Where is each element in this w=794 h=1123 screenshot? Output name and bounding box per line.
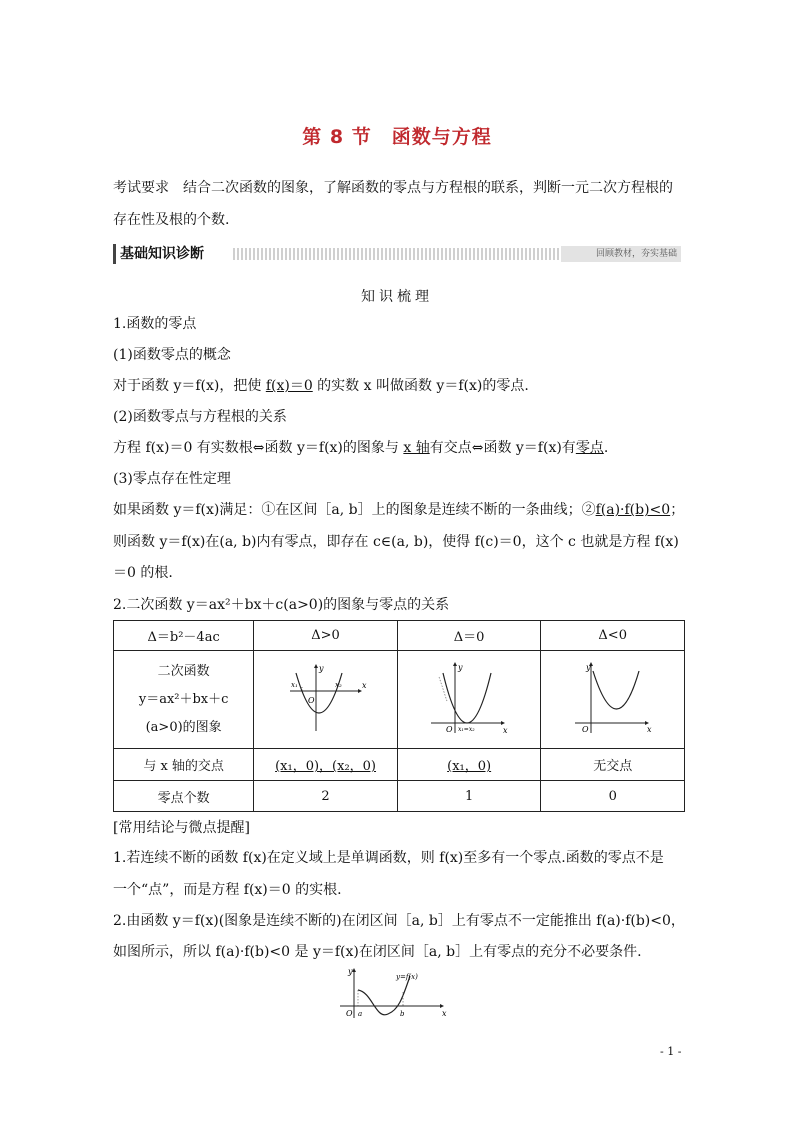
s1-sub3: (3)零点存在性定理: [113, 471, 231, 487]
intersection-cell: [254, 749, 398, 781]
root-x2-label: x₂: [334, 680, 342, 689]
table-count-row: [114, 781, 685, 812]
zero-example-figure: [336, 966, 448, 1020]
section-banner: [113, 244, 681, 264]
rel-text-a: 方程 f(x)＝0 有实数根⇔函数 y＝f(x)的图象与: [113, 440, 404, 456]
header-cell: Δ<0: [541, 621, 685, 651]
table-intersection-row: [114, 749, 685, 781]
table-graph-row: [114, 651, 685, 749]
parabola-no-root-graph: [573, 661, 653, 735]
tip-1-line-2: 一个“点”，而是方程 f(x)＝0 的实根.: [113, 882, 342, 898]
intersection-cell: 无交点: [541, 749, 685, 781]
count-cell: 0: [541, 781, 685, 812]
y-axis-label: y: [458, 662, 463, 672]
banner-title: 基础知识诊断: [113, 244, 238, 264]
intersection-value: (x₁，0): [447, 759, 492, 774]
banner-stripe: [233, 248, 563, 260]
banner-subtitle: 回顾教材，夯实基础: [561, 246, 681, 262]
graph-label-line-3: (a>0)的图象: [145, 719, 222, 735]
root-x1-label: x₁: [290, 680, 298, 689]
s2-heading: 2.二次函数 y＝ax²＋bx＋c(a>0)的图象与零点的关系: [113, 597, 450, 613]
origin-label: O: [581, 724, 589, 734]
tip-2-line-1: 2.由函数 y＝f(x)(图象是连续不断的)在闭区间［a, b］上有零点不一定能推出 f(a)·f(b)<0，: [113, 913, 685, 929]
y-axis-label: y: [318, 663, 324, 673]
quadratic-table: [113, 620, 685, 812]
header-cell: Δ＝b²－4ac: [114, 621, 254, 651]
origin-label: O: [446, 724, 453, 734]
thm-underlined: f(a)·f(b)<0: [595, 502, 671, 518]
intersection-cell: [397, 749, 541, 781]
point-a-label: a: [358, 1010, 363, 1018]
tips-heading: [常用结论与微点提醒]: [113, 820, 250, 836]
origin-label: O: [346, 1009, 353, 1018]
exam-requirement-line-1: 考试要求 结合二次函数的图象，了解函数的零点与方程根的联系，判断一元二次方程根的: [113, 180, 673, 196]
tip-1-line-1: 1.若连续不断的函数 f(x)在定义域上是单调函数，则 f(x)至多有一个零点.函数的零点不是: [113, 850, 664, 866]
rel-underlined-2: 零点: [575, 440, 604, 456]
header-cell: Δ>0: [254, 621, 398, 651]
page-title: 第 8 节 函数与方程: [302, 126, 492, 148]
graph-cell-positive: [254, 651, 398, 749]
rel-text-c: .: [603, 440, 609, 456]
s1-theorem-3: ＝0 的根.: [113, 565, 173, 581]
table-header-row: [114, 621, 685, 651]
tip-2-line-2: 如图所示，所以 f(a)·f(b)<0 是 y＝f(x)在闭区间［a, b］上有零点的充分不必要条件.: [113, 944, 642, 960]
y-axis-label: y: [348, 967, 353, 976]
graph-label-line-1: 二次函数: [157, 663, 210, 679]
thm-text-b: ；: [670, 502, 685, 518]
x-axis-label: x: [503, 725, 508, 735]
s1-relation: [113, 438, 608, 458]
s1-definition: [113, 376, 529, 396]
graph-label-line-2: y＝ax²＋bx＋c: [138, 691, 229, 707]
intersection-value: (x₁，0)，(x₂，0): [275, 759, 377, 774]
point-b-label: b: [400, 1010, 405, 1018]
rel-text-b: 有交点⇔函数 y＝f(x)有: [429, 440, 576, 456]
graph-cell-zero: [397, 651, 541, 749]
exam-requirement-line-2: 存在性及根的个数.: [113, 212, 230, 228]
intersection-label: 与 x 轴的交点: [114, 749, 254, 781]
def-text-b: 的实数 x 叫做函数 y＝f(x)的零点.: [312, 378, 529, 394]
count-cell: 2: [254, 781, 398, 812]
s1-heading: 1.函数的零点: [113, 316, 197, 332]
s1-sub2: (2)函数零点与方程根的关系: [113, 409, 287, 425]
curve-label: y=f(x): [396, 973, 418, 981]
count-cell: 1: [397, 781, 541, 812]
def-underlined: f(x)＝0: [265, 378, 313, 394]
x-axis-label: x: [442, 1009, 447, 1018]
x-axis-label: x: [646, 724, 652, 734]
origin-label: O: [307, 695, 315, 705]
thm-text-a: 如果函数 y＝f(x)满足：①在区间［a, b］上的图象是连续不断的一条曲线；②: [113, 502, 596, 518]
parabola-two-roots-graph: [286, 663, 366, 733]
header-cell: Δ＝0: [397, 621, 541, 651]
graph-row-label: [114, 651, 254, 749]
knowledge-subheading: 知识梳理: [361, 289, 433, 305]
y-axis-label: y: [585, 662, 591, 672]
x-axis-label: x: [361, 680, 367, 690]
parabola-one-root-graph: [429, 661, 509, 735]
def-text-a: 对于函数 y＝f(x)，把使: [113, 378, 266, 394]
s1-theorem-2: 则函数 y＝f(x)在(a, b)内有零点，即存在 c∈(a, b)，使得 f(c)＝0，这个 c 也就是方程 f(x): [113, 534, 679, 550]
page-number: - 1 -: [660, 1045, 682, 1058]
rel-underlined-1: x 轴: [403, 440, 430, 456]
s1-theorem-1: [113, 500, 684, 520]
graph-cell-negative: [541, 651, 685, 749]
s1-sub1: (1)函数零点的概念: [113, 347, 231, 363]
double-root-label: x₁=x₂: [458, 725, 475, 733]
count-label: 零点个数: [114, 781, 254, 812]
